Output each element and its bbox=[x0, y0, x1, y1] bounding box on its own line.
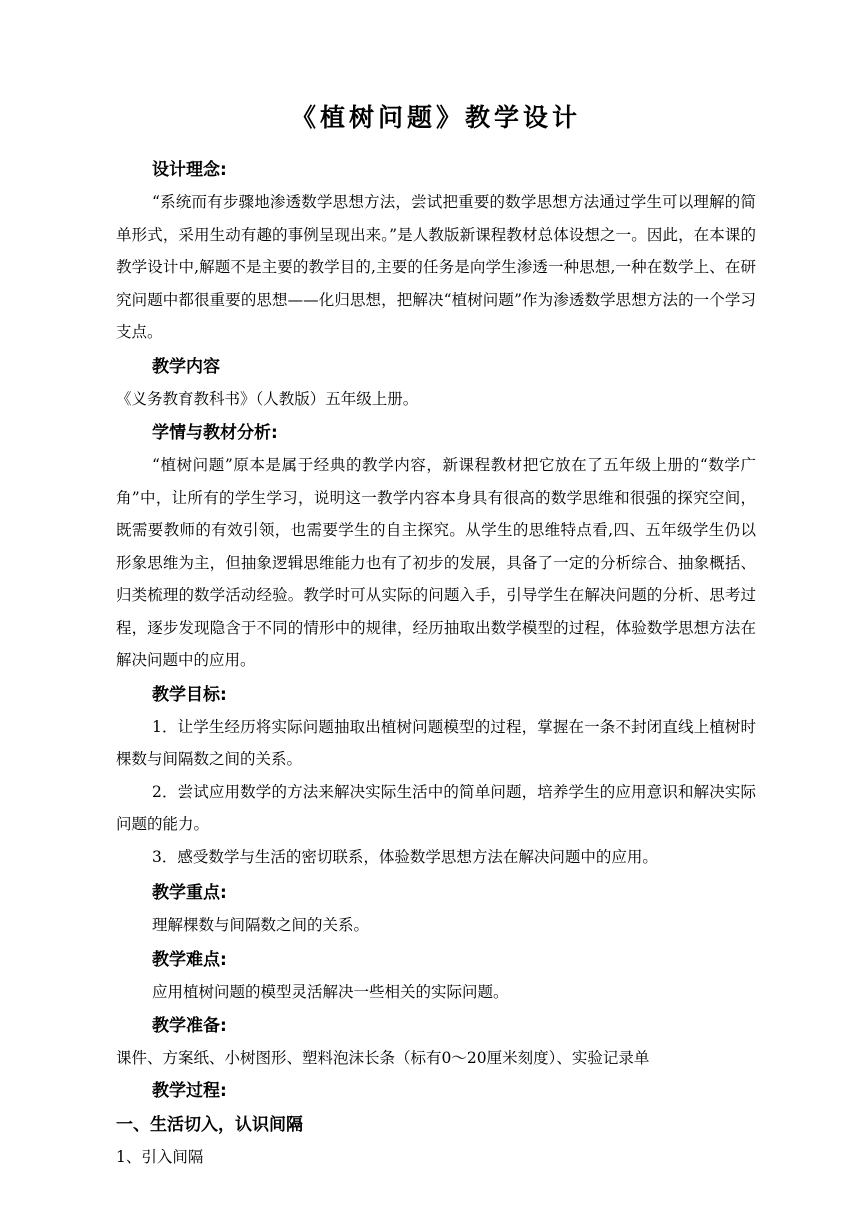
design-concept-heading: 设计理念: bbox=[152, 160, 227, 180]
difficulty-text: 应用植树问题的模型灵活解决一些相关的实际问题。 bbox=[152, 982, 509, 1001]
process-step: 1、引入间隔 bbox=[116, 1147, 204, 1166]
teaching-content-text: 《义务教育教科书》（人教版）五年级上册。 bbox=[116, 389, 419, 408]
key-point-text: 理解棵数与间隔数之间的关系。 bbox=[152, 916, 370, 934]
difficulty-heading: 教学难点: bbox=[152, 949, 227, 970]
preparation-heading: 教学准备: bbox=[152, 1016, 227, 1036]
key-point-heading: 教学重点: bbox=[152, 883, 227, 903]
objectives-heading: 教学目标: bbox=[152, 684, 227, 705]
objective-item: 1．让学生经历将实际问题抽取出植树问题模型的过程，掌握在一条不封闭直线上植树时棵数与间隔数之间的关系。 bbox=[116, 717, 756, 768]
objective-item: 2．尝试应用数学的方法来解决实际生活中的简单问题，培养学生的应用意识和解决实际问题的能力。 bbox=[116, 782, 756, 833]
objective-item: 3．感受数学与生活的密切联系，体验数学思想方法在解决问题中的应用。 bbox=[152, 847, 658, 866]
teaching-content-heading: 教学内容 bbox=[152, 356, 220, 377]
process-heading: 教学过程: bbox=[152, 1080, 227, 1101]
design-concept-text: “系统而有步骤地渗透数学思想方法，尝试把重要的数学思想方法通过学生可以理解的简单形式，采用生动有趣的事例呈现出来。”是人教版新课程教材总体设想之一。因此，在本课的教学设计中,解题不是主要的教学目的,主要的任务是向学生渗透一种思想,一种在数学上、在研究问题中都很重要的思想——化归思想，把解决“植树问题”作为渗透数学思想方法的一个学习支点。 bbox=[116, 193, 756, 341]
process-subheading: 一、生活切入，认识间隔 bbox=[116, 1114, 303, 1135]
analysis-heading: 学情与教材分析: bbox=[152, 423, 278, 443]
preparation-text: 课件、方案纸、小树图形、塑料泡沫长条（标有0～20厘米刻度）、实验记录单 bbox=[116, 1049, 650, 1067]
document-page bbox=[116, 96, 756, 1173]
analysis-text: “植树问题”原本是属于经典的教学内容，新课程教材把它放在了五年级上册的“数学广角”中，让所有的学生学习，说明这一教学内容本身具有很高的数学思维和很强的探究空间，既需要教师的有效引领，也需要学生的自主探究。从学生的思维特点看,四、五年级学生仍以形象思维为主，但抽象逻辑思维能力也有了初步的发展，具备了一定的分析综合、抽象概括、归类梳理的数学活动经验。教学时可从实际的问题入手，引导学生在解决问题的分析、思考过程，逐步发现隐含于不同的情形中的规律，经历抽取出数学模型的过程，体验数学思想方法在解决问题中的应用。 bbox=[116, 456, 756, 669]
document-title: 《植树问题》教学设计 bbox=[290, 103, 581, 132]
